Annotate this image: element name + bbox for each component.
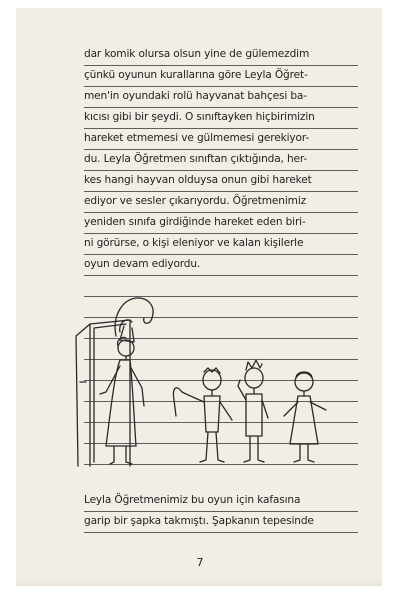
- page-number: 7: [196, 556, 204, 569]
- text-line-13: garip bir şapka takmıştı. Şapkanın tepesinde: [84, 513, 358, 533]
- classroom-illustration: [70, 296, 345, 468]
- text-line-8: ediyor ve sesler çıkarıyordu. Öğretmenimiz: [84, 193, 358, 213]
- text-line-11: oyun devam ediyordu.: [84, 256, 358, 276]
- text-line-2: çünkü oyunun kurallarına göre Leyla Öğret-: [84, 67, 358, 87]
- text-line-10: ni görürse, o kişi eleniyor ve kalan kişilerle: [84, 235, 358, 255]
- text-line-12: Leyla Öğretmenimiz bu oyun için kafasına: [84, 492, 358, 512]
- student-girl-drawing: [284, 372, 326, 462]
- student-boy-drawing: [173, 368, 232, 462]
- text-line-6: du. Leyla Öğretmen sınıftan çıktığında, her-: [84, 151, 358, 171]
- student-boy-drawing: [238, 360, 268, 462]
- text-line-5: hareket etmemesi ve gülmemesi gerekiyor-: [84, 130, 358, 150]
- text-line-1: dar komik olursa olsun yine de gülemezdim: [84, 46, 358, 66]
- text-line-4: kıcısı gibi bir şeydi. O sınıftayken hiçbirimizin: [84, 109, 358, 129]
- text-line-7: kes hangi hayvan olduysa onun gibi hareket: [84, 172, 358, 192]
- text-line-9: yeniden sınıfa girdiğinde hareket eden biri-: [84, 214, 358, 234]
- text-line-3: men'in oyundaki rolü hayvanat bahçesi ba-: [84, 88, 358, 108]
